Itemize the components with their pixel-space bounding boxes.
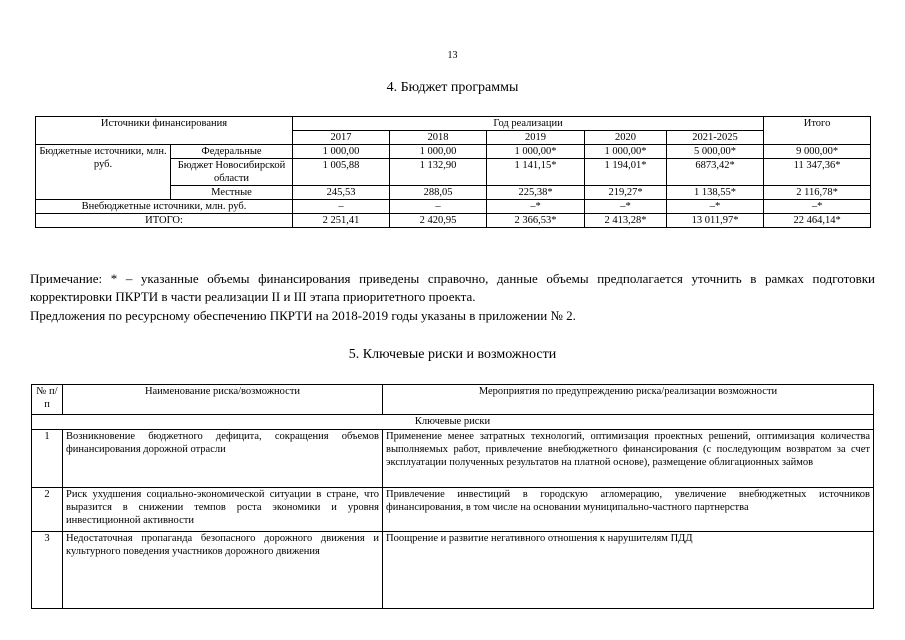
budget-cell: 2 413,28* <box>585 214 667 228</box>
budget-total-cell: 2 116,78* <box>764 186 871 200</box>
risk-num: 1 <box>32 430 63 488</box>
budget-total-cell: 9 000,00* <box>764 145 871 159</box>
budget-row-label: Бюджет Новосибирской области <box>171 159 293 186</box>
budget-cell: 1 005,88 <box>293 159 390 186</box>
budget-col-period: Год реализации <box>293 117 764 131</box>
budget-cell: 1 132,90 <box>390 159 487 186</box>
budget-group-label: Бюджетные источники, млн. руб. <box>36 145 171 200</box>
budget-cell: 1 000,00 <box>293 145 390 159</box>
budget-row-label: Федеральные <box>171 145 293 159</box>
risk-measures: Поощрение и развитие негативного отношения к нарушителям ПДД <box>383 532 874 609</box>
budget-header-row <box>36 117 871 131</box>
budget-cell: 13 011,97* <box>667 214 764 228</box>
budget-cell: 1 000,00* <box>487 145 585 159</box>
budget-row-federal <box>36 145 871 159</box>
budget-cell: –* <box>667 200 764 214</box>
risks-section-label: Ключевые риски <box>32 415 874 430</box>
budget-row-label: Местные <box>171 186 293 200</box>
risk-row <box>32 430 874 488</box>
budget-cell: 2 251,41 <box>293 214 390 228</box>
budget-total-cell: 11 347,36* <box>764 159 871 186</box>
risks-section-row <box>32 415 874 430</box>
budget-cell: 1 141,15* <box>487 159 585 186</box>
budget-cell: 1 000,00 <box>390 145 487 159</box>
budget-cell: 5 000,00* <box>667 145 764 159</box>
budget-year: 2020 <box>585 131 667 145</box>
budget-heading: 4. Бюджет программы <box>386 80 519 95</box>
budget-col-sources: Источники финансирования <box>36 117 293 145</box>
risk-name: Риск ухудшения социально-экономической ситуации в стране, что выразится в снижении темпов роста экономики и уровня инвестиционной активности <box>63 488 383 532</box>
risk-name: Возникновение бюджетного дефицита, сокращения объемов финансирования дорожной отрасли <box>63 430 383 488</box>
budget-cell: –* <box>487 200 585 214</box>
budget-year: 2021-2025 <box>667 131 764 145</box>
budget-cell: 245,53 <box>293 186 390 200</box>
budget-cell: 225,38* <box>487 186 585 200</box>
budget-cell: 288,05 <box>390 186 487 200</box>
page-number: 13 <box>447 50 458 61</box>
risks-col-name: Наименование риска/возможности <box>63 385 383 415</box>
budget-table <box>35 116 871 228</box>
budget-cell: 1 138,55* <box>667 186 764 200</box>
budget-cell: – <box>293 200 390 214</box>
budget-year: 2017 <box>293 131 390 145</box>
risks-col-measures: Мероприятия по предупреждению риска/реализации возможности <box>383 385 874 415</box>
budget-cell: 1 000,00* <box>585 145 667 159</box>
risk-row <box>32 488 874 532</box>
resource-note: Предложения по ресурсному обеспечению ПКРТИ на 2018-2019 годы указаны в приложении № 2. <box>30 308 576 323</box>
budget-total-cell: –* <box>764 200 871 214</box>
budget-year: 2018 <box>390 131 487 145</box>
budget-col-total: Итого <box>764 117 871 145</box>
risks-heading: 5. Ключевые риски и возможности <box>348 347 557 362</box>
risk-measures: Применение менее затратных технологий, оптимизация проектных решений, оптимизация количества выполняемых работ, привлечение внебюджетного финансирования (с последующим возвратом за счет эксплуатации полученных результатов на платной основе), размещение облигационных займов <box>383 430 874 488</box>
risks-header-row <box>32 385 874 415</box>
risk-measures: Привлечение инвестиций в городскую агломерацию, увеличение внебюджетных источников финансирования, в том числе на основании муниципально-частного партнерства <box>383 488 874 532</box>
budget-total-cell: 22 464,14* <box>764 214 871 228</box>
budget-cell: –* <box>585 200 667 214</box>
budget-row-label: Внебюджетные источники, млн. руб. <box>36 200 293 214</box>
budget-row-extra <box>36 200 871 214</box>
risk-row <box>32 532 874 609</box>
footnote: Примечание: * – указанные объемы финансирования приведены справочно, данные объемы предполагается уточнить в рамках подготовки корректировки ПКРТИ в части реализации II и III этапа приоритетного проекта. <box>30 271 875 304</box>
budget-cell: 1 194,01* <box>585 159 667 186</box>
budget-cell: 2 420,95 <box>390 214 487 228</box>
risks-table <box>31 384 874 609</box>
risk-name: Недостаточная пропаганда безопасного дорожного движения и культурного поведения участников дорожного движения <box>63 532 383 609</box>
budget-cell: 2 366,53* <box>487 214 585 228</box>
risks-col-num: № п/п <box>32 385 63 415</box>
risk-num: 2 <box>32 488 63 532</box>
budget-year: 2019 <box>487 131 585 145</box>
budget-row-label: ИТОГО: <box>36 214 293 228</box>
budget-row-grand-total <box>36 214 871 228</box>
budget-cell: 6873,42* <box>667 159 764 186</box>
risk-num: 3 <box>32 532 63 609</box>
budget-cell: 219,27* <box>585 186 667 200</box>
budget-cell: – <box>390 200 487 214</box>
